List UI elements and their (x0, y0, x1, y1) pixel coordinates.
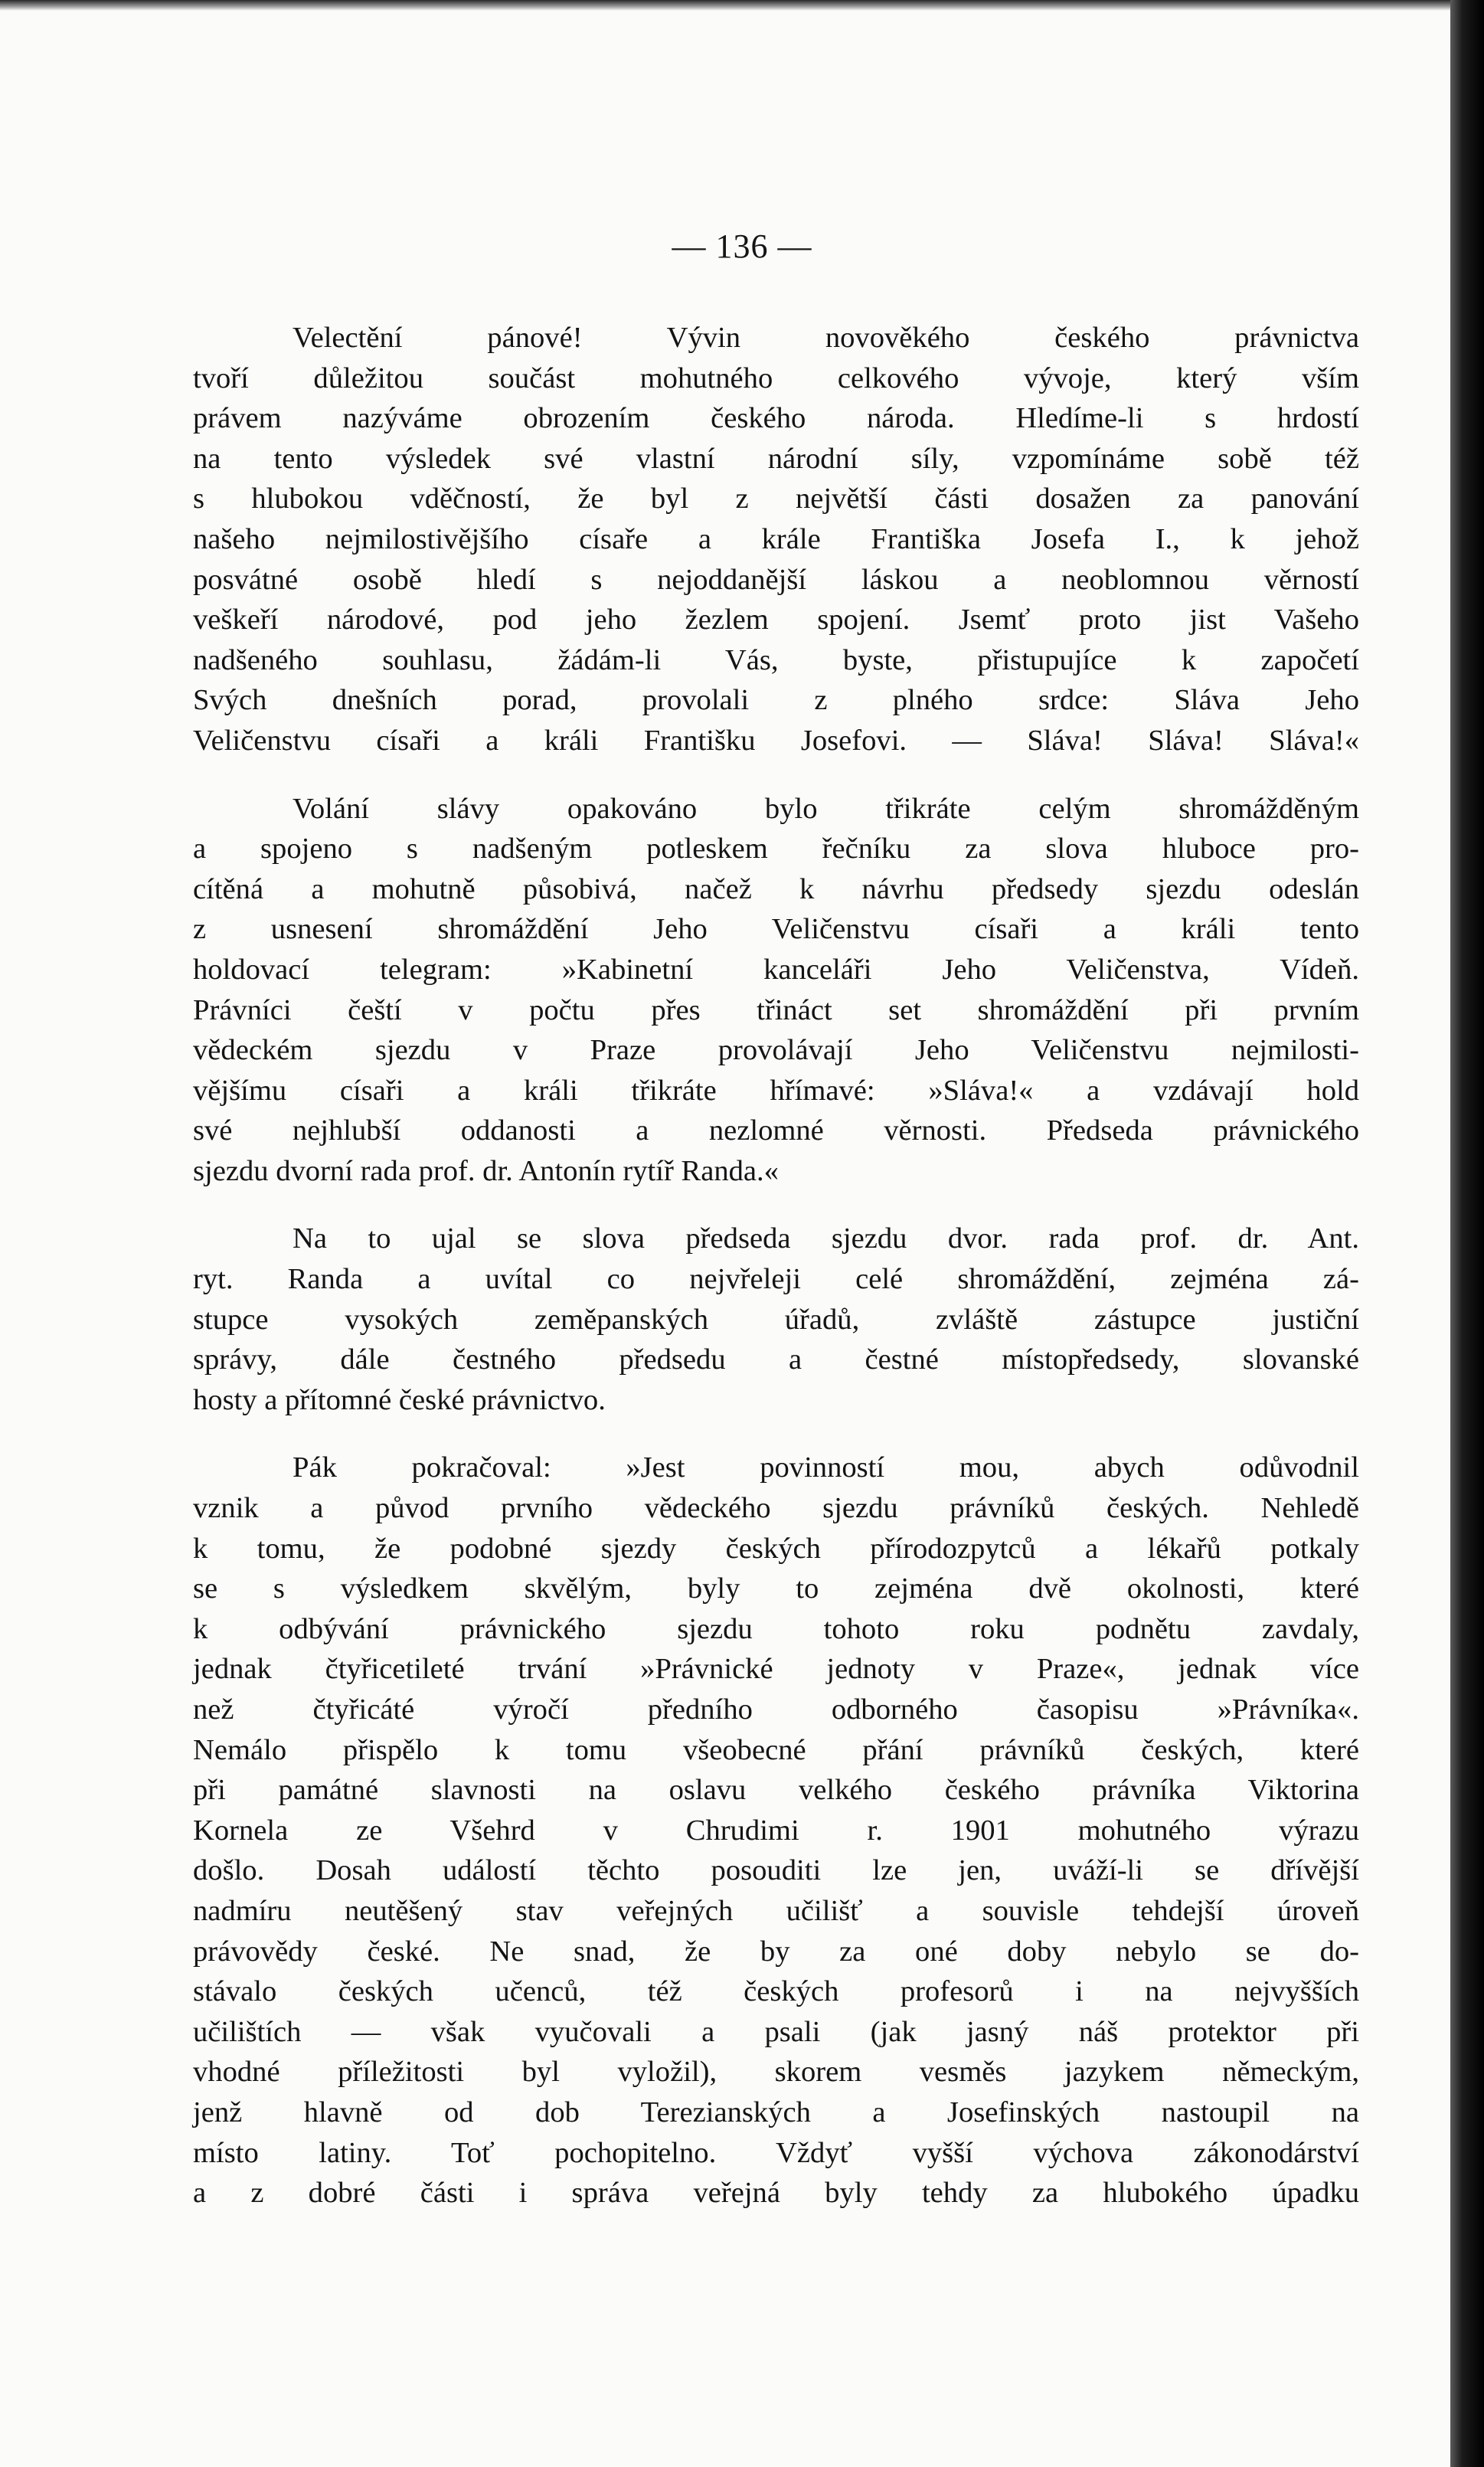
text-line: ryt. Randa a uvítal co nejvřeleji celé shromáždění, zejména zá- (193, 1263, 1359, 1296)
text-line: místo latiny. Toť pochopitelno. Vždyť vyšší výchova zákonodárství (193, 2136, 1359, 2169)
text-line: Velectění pánové! Vývin novověkého českého právnictva (293, 322, 1359, 354)
paragraph-gap (193, 1420, 1359, 1448)
text-line: správy, dále čestného předsedu a čestné místopředsedy, slovanské (193, 1343, 1359, 1376)
paragraph (193, 1448, 1359, 2213)
text-line: vhodné příležitosti byl vyložil), skorem vesměs jazykem německým, (193, 2056, 1359, 2089)
text-line: veškeří národové, pod jeho žezlem spojení. Jsemť proto jist Vašeho (193, 604, 1359, 636)
text-line: nadšeného souhlasu, žádám-li Vás, byste, přistupujíce k započetí (193, 643, 1359, 676)
text-line: s hlubokou vděčností, že byl z největší části dosažen za panování (193, 483, 1359, 515)
paragraph (193, 1219, 1359, 1420)
text-line: Veličenstvu císaři a králi Františku Josefovi. — Sláva! Sláva! Sláva!« (193, 724, 1359, 757)
text-line: Pák pokračoval: »Jest povinností mou, abych odůvodnil (293, 1451, 1359, 1484)
text-line: vědeckém sjezdu v Praze provolávají Jeho Veličenstvu nejmilosti- (193, 1034, 1359, 1067)
text-line: se s výsledkem skvělým, byly to zejména dvě okolnosti, které (193, 1572, 1359, 1605)
text-line: právem nazýváme obrozením českého národa. Hledíme-li s hrdostí (193, 402, 1359, 435)
text-line: posvátné osobě hledí s nejoddanější láskou a neoblomnou věrností (193, 563, 1359, 596)
text-line: své nejhlubší oddanosti a nezlomné věrnosti. Předseda právnického (193, 1114, 1359, 1147)
paragraph (193, 789, 1359, 1192)
text-line: stupce vysokých zeměpanských úřadů, zvláště zástupce justiční (193, 1303, 1359, 1336)
text-line: k odbývání právnického sjezdu tohoto roku podnětu zavdaly, (193, 1612, 1359, 1645)
page-top-shadow (0, 0, 1484, 11)
text-line: právovědy české. Ne snad, že by za oné doby nebylo se do- (193, 1935, 1359, 1968)
text-line: k tomu, že podobné sjezdy českých přírodozpytců a lékařů potkaly (193, 1532, 1359, 1565)
text-line: hosty a přítomné české právnictvo. (193, 1383, 606, 1416)
text-line: došlo. Dosah událostí těchto posouditi lze jen, uváží-li se dřívější (193, 1854, 1359, 1887)
text-line: Na to ujal se slova předseda sjezdu dvor. rada prof. dr. Ant. (293, 1222, 1359, 1255)
text-line: učilištích — však vyučovali a psali (jak jasný náš protektor při (193, 2015, 1359, 2048)
text-line: a spojeno s nadšeným potleskem řečníku za slova hluboce pro- (193, 833, 1359, 865)
text-line: vznik a původ prvního vědeckého sjezdu právníků českých. Nehledě (193, 1492, 1359, 1525)
text-line: Kornela ze Všehrd v Chrudimi r. 1901 mohutného výrazu (193, 1814, 1359, 1847)
paragraph (193, 318, 1359, 761)
text-line: Svých dnešních porad, provolali z plného srdce: Sláva Jeho (193, 684, 1359, 717)
text-line: sjezdu dvorní rada prof. dr. Antonín rytíř Randa.« (193, 1154, 779, 1187)
text-line: při památné slavnosti na oslavu velkého českého právníka Viktorina (193, 1774, 1359, 1807)
text-line: našeho nejmilostivějšího císaře a krále Františka Josefa I., k jehož (193, 522, 1359, 555)
text-line: Nemálo přispělo k tomu všeobecné přání právníků českých, které (193, 1733, 1359, 1766)
page-number: — 136 — (672, 227, 812, 265)
paragraph-gap (193, 1191, 1359, 1219)
text-line: jenž hlavně od dob Terezianských a Josefinských nastoupil na (193, 2096, 1359, 2128)
text-line: Volání slávy opakováno bylo třikráte celým shromážděným (293, 792, 1359, 825)
body-text (193, 318, 1359, 2213)
text-line: tvoří důležitou součást mohutného celkového vývoje, který vším (193, 362, 1359, 394)
text-line: než čtyřicáté výročí předního odborného časopisu »Právníka«. (193, 1693, 1359, 1726)
paragraph-gap (193, 761, 1359, 789)
text-line: cítěná a mohutně působivá, načež k návrhu předsedy sjezdu odeslán (193, 872, 1359, 905)
text-line: a z dobré části i správa veřejná byly tehdy za hlubokého úpadku (193, 2177, 1359, 2210)
text-line: jednak čtyřicetileté trvání »Právnické jednoty v Praze«, jednak více (193, 1653, 1359, 1686)
text-line: vějšímu císaři a králi třikráte hřímavé: »Sláva!« a vzdávají hold (193, 1074, 1359, 1107)
text-line: stávalo českých učenců, též českých profesorů i na nejvyšších (193, 1975, 1359, 2008)
text-line: z usnesení shromáždění Jeho Veličenstvu císaři a králi tento (193, 913, 1359, 946)
text-line: holdovací telegram: »Kabinetní kanceláři Jeho Veličenstva, Vídeň. (193, 953, 1359, 986)
text-line: na tento výsledek své vlastní národní síly, vzpomínáme sobě též (193, 442, 1359, 475)
text-line: Právníci čeští v počtu přes třináct set shromáždění při prvním (193, 993, 1359, 1026)
page-binding-edge (1450, 0, 1484, 2467)
text-line: nadmíru neutěšený stav veřejných učilišť a souvisle tehdejší úroveň (193, 1894, 1359, 1927)
